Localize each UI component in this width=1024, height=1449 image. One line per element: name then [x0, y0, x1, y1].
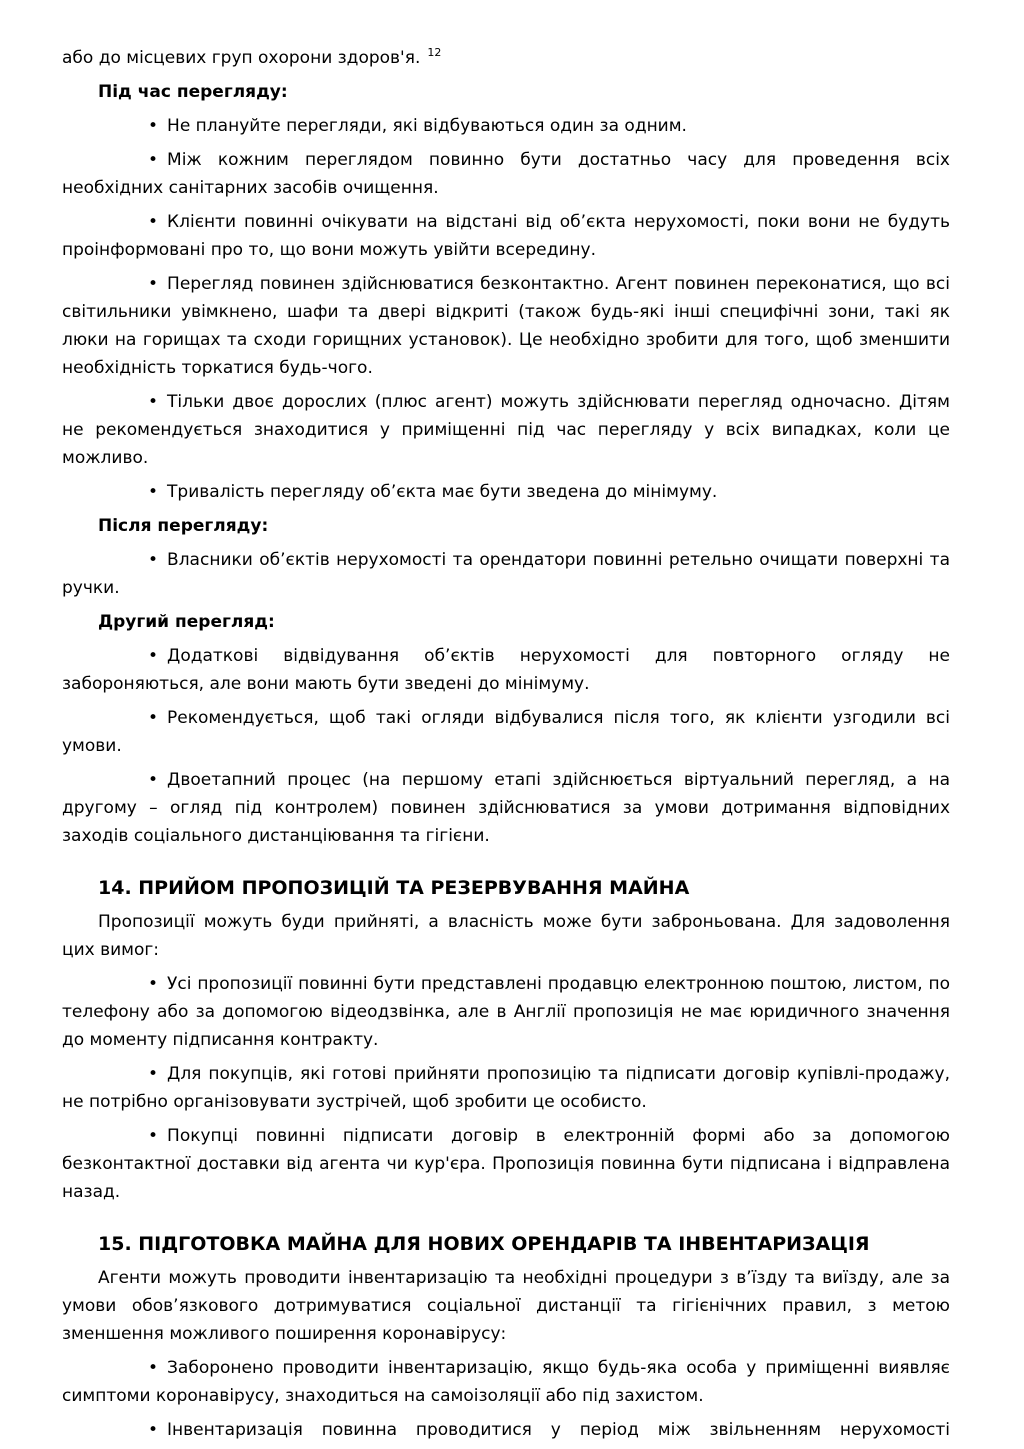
bullet-icon: •: [148, 770, 159, 790]
bullet-text: Додаткові відвідування об’єктів нерухомості для повторного огляду не забороняються, але вони мають бути зведені до мінімуму.: [62, 646, 950, 694]
bullet-item: [62, 704, 950, 760]
intro-paragraph: [62, 44, 950, 72]
bullet-text: Усі пропозиції повинні бути представлені продавцю електронною поштою, листом, по телефону або за допомогою відеодзвінка, але в Англії пропозиція не має юридичного значення до моменту підписання контракту.: [62, 974, 950, 1050]
document-blocks: [62, 78, 950, 1444]
document-body: [62, 44, 950, 1444]
bullet-item: [62, 270, 950, 382]
bullet-icon: •: [148, 212, 159, 232]
bullet-item: [62, 766, 950, 850]
footnote-reference: 12: [427, 46, 442, 60]
bullet-item: [62, 208, 950, 264]
bullet-item: [62, 478, 950, 506]
bullet-icon: •: [148, 116, 159, 136]
bullet-item: [62, 1060, 950, 1116]
body-paragraph: Пропозиції можуть буди прийняті, а власність може бути заброньована. Для задоволення цих вимог:: [62, 912, 950, 960]
bullet-text: Власники об’єктів нерухомості та орендатори повинні ретельно очищати поверхні та ручки.: [62, 550, 950, 598]
bullet-icon: •: [148, 550, 159, 570]
bullet-text: Клієнти повинні очікувати на відстані від об’єкта нерухомості, поки вони не будуть проінформовані про то, що вони можуть увійти всередину.: [62, 212, 950, 260]
bullet-text: Тривалість перегляду об’єкта має бути зведена до мінімуму.: [167, 482, 718, 502]
bullet-text: Між кожним переглядом повинно бути достатньо часу для проведення всіх необхідних санітарних засобів очищення.: [62, 150, 950, 198]
bullet-text: Двоетапний процес (на першому етапі здійснюється віртуальний перегляд, а на другому – огляд під контролем) повинен здійснюватися за умови дотримання відповідних заходів соціального дистанціювання та гігієни.: [62, 770, 950, 846]
bullet-icon: •: [148, 1358, 159, 1378]
bullet-icon: •: [148, 392, 159, 412]
bullet-text: Перегляд повинен здійснюватися безконтактно. Агент повинен переконатися, що всі світильники увімкнено, шафи та двері відкриті (також будь-які інші специфічні зони, такі як люки на горищах та сходи горищних установок). Це необхідно зробити для того, щоб зменшити необхідність торкатися будь-чого.: [62, 274, 950, 378]
bullet-text: Інвентаризація повинна проводитися у період між звільненням нерухомості: [167, 1420, 950, 1440]
bullet-item: [62, 642, 950, 698]
bullet-icon: •: [148, 708, 159, 728]
bullet-item: [62, 112, 950, 140]
subheading: Другий перегляд:: [98, 612, 275, 632]
section-heading: 15. ПІДГОТОВКА МАЙНА ДЛЯ НОВИХ ОРЕНДАРІВ ТА ІНВЕНТАРИЗАЦІЯ: [98, 1233, 870, 1255]
bullet-icon: •: [148, 1064, 159, 1084]
bullet-item: [62, 1354, 950, 1410]
bullet-item: [62, 546, 950, 602]
body-paragraph: Агенти можуть проводити інвентаризацію та необхідні процедури з в’їзду та виїзду, але за умови обов’язкового дотримуватися соціальної дистанції та гігієнічних правил, з метою зменшення можливого поширення коронавірусу:: [62, 1268, 950, 1344]
bullet-icon: •: [148, 482, 159, 502]
subheading: Після перегляду:: [98, 516, 269, 536]
bullet-text: Не плануйте перегляди, які відбуваються один за одним.: [167, 116, 687, 136]
bullet-icon: •: [148, 1126, 159, 1146]
bullet-item: [62, 1416, 950, 1444]
bullet-icon: •: [148, 646, 159, 666]
bullet-item: [62, 146, 950, 202]
bullet-icon: •: [148, 974, 159, 994]
bullet-icon: •: [148, 150, 159, 170]
bullet-text: Тільки двоє дорослих (плюс агент) можуть здійснювати перегляд одночасно. Дітям не рекомендується знаходитися у приміщенні під час перегляду у всіх випадках, коли це можливо.: [62, 392, 950, 468]
bullet-item: [62, 1122, 950, 1206]
bullet-item: [62, 388, 950, 472]
bullet-text: Покупці повинні підписати договір в електронній формі або за допомогою безконтактної доставки від агента чи кур'єра. Пропозиція повинна бути підписана і відправлена назад.: [62, 1126, 950, 1202]
section-heading: 14. ПРИЙОМ ПРОПОЗИЦІЙ ТА РЕЗЕРВУВАННЯ МАЙНА: [98, 877, 690, 899]
intro-text: або до місцевих груп охорони здоров'я.: [62, 48, 421, 68]
bullet-text: Для покупців, які готові прийняти пропозицію та підписати договір купівлі-продажу, не потрібно організовувати зустрічей, щоб зробити це особисто.: [62, 1064, 950, 1112]
bullet-icon: •: [148, 1420, 159, 1440]
bullet-item: [62, 970, 950, 1054]
bullet-text: Заборонено проводити інвентаризацію, якщо будь-яка особа у приміщенні виявляє симптоми коронавірусу, знаходиться на самоізоляції або під захистом.: [62, 1358, 950, 1406]
bullet-icon: •: [148, 274, 159, 294]
bullet-text: Рекомендується, щоб такі огляди відбувалися після того, як клієнти узгодили всі умови.: [62, 708, 950, 756]
subheading: Під час перегляду:: [98, 82, 288, 102]
